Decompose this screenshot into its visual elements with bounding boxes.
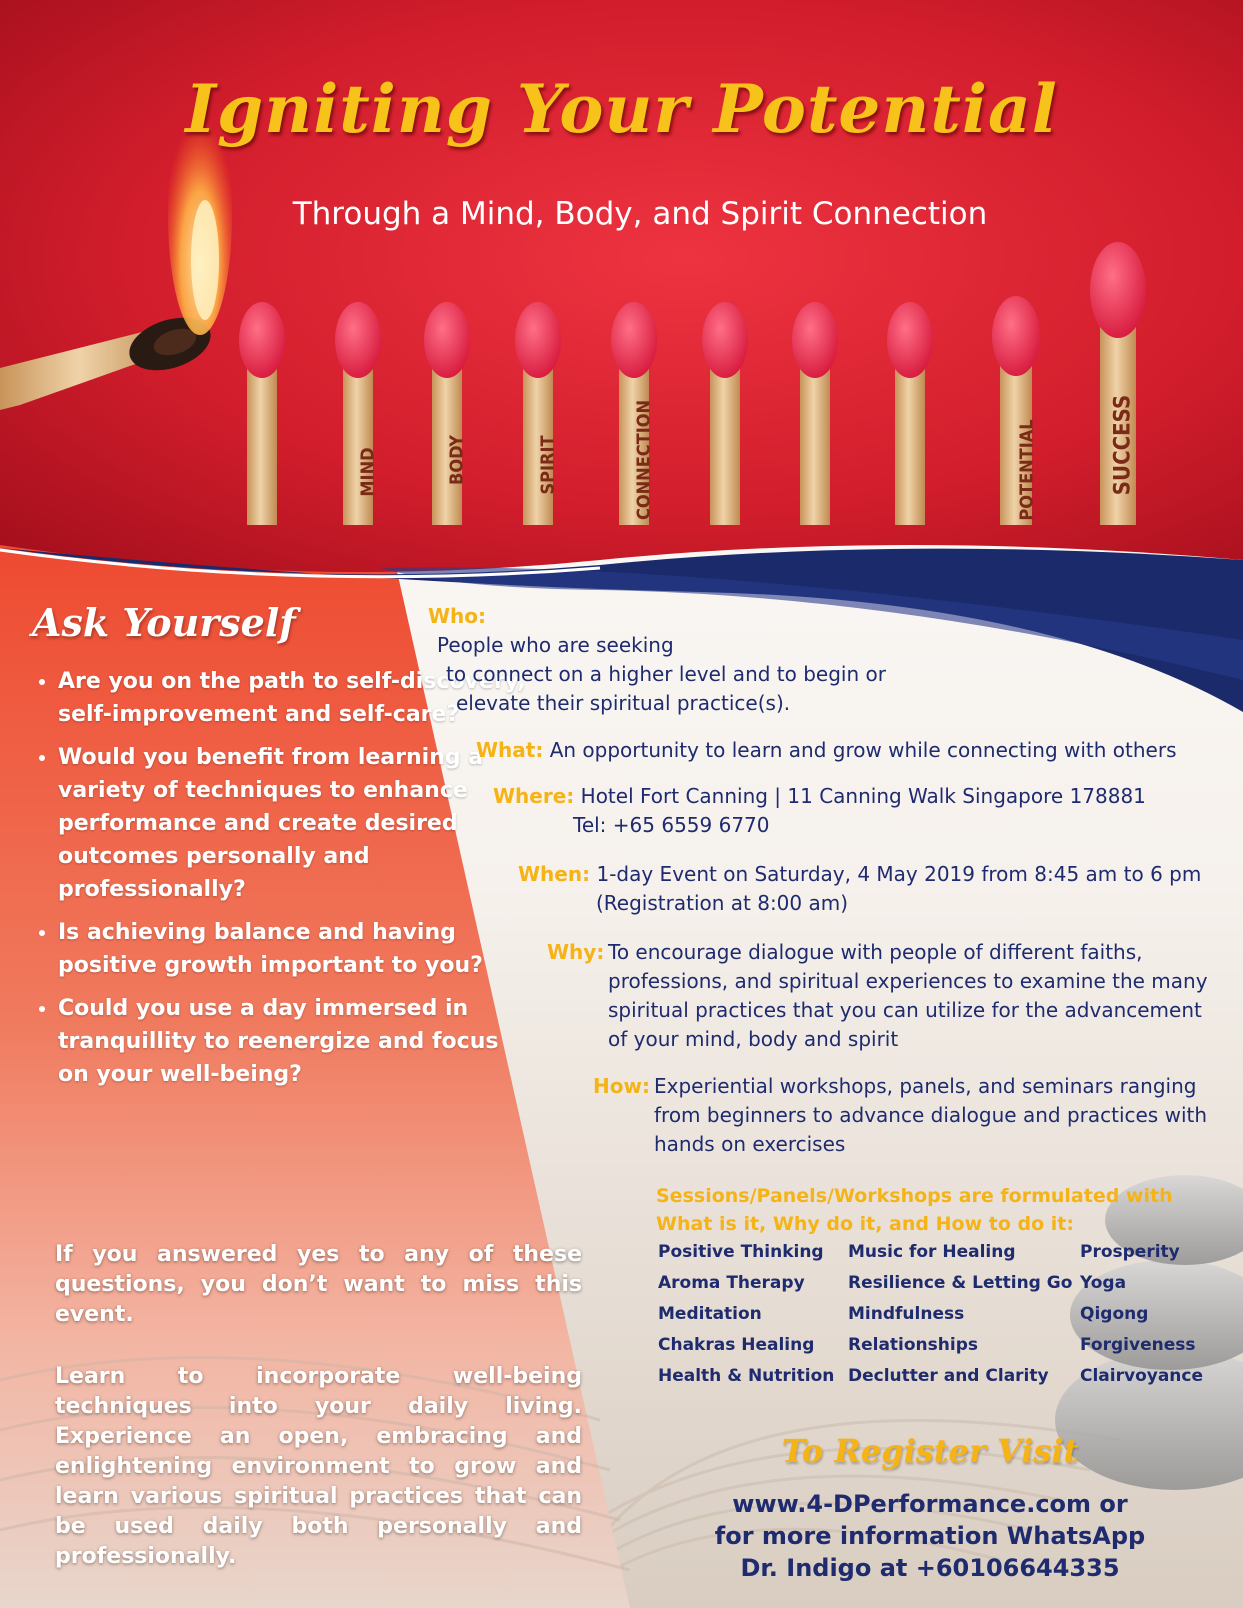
question-item: • Could you use a day immersed in tranquillity to reenergize and focus on your well-being? [58, 992, 528, 1091]
when-registration: (Registration at 8:00 am) [596, 891, 849, 915]
session-item: Prosperity [1080, 1242, 1180, 1262]
who-text-line: People who are seeking [437, 633, 674, 657]
session-item: Mindfulness [848, 1304, 965, 1324]
question-item: • Is achieving balance and having positive growth important to you? [58, 916, 528, 982]
what-label: What: [476, 738, 544, 762]
register-website-link[interactable]: www.4-DPerformance.com or [732, 1490, 1128, 1518]
when-date: 1-day Event on Saturday, 4 May 2019 from 8:45 am to 6 pm [596, 862, 1202, 886]
register-whatsapp-contact[interactable]: Dr. Indigo at +60106644335 [740, 1554, 1120, 1582]
how-label: How: [593, 1074, 650, 1098]
where-phone: Tel: +65 6559 6770 [573, 813, 770, 837]
session-item: Aroma Therapy [658, 1273, 805, 1293]
session-item: Relationships [848, 1335, 978, 1355]
session-item: Positive Thinking [658, 1242, 824, 1262]
session-item: Health & Nutrition [658, 1366, 835, 1386]
question-item: • Are you on the path to self-discovery, self-improvement and self-care? [58, 665, 528, 731]
session-item: Music for Healing [848, 1242, 1016, 1262]
who-section [428, 602, 886, 718]
flyer-subtitle: Through a Mind, Body, and Spirit Connection [292, 196, 988, 232]
what-section [476, 736, 1236, 765]
how-section [593, 1072, 1233, 1159]
sessions-column-2 [848, 1237, 1072, 1392]
session-item: Forgiveness [1080, 1335, 1196, 1355]
who-label: Who: [428, 604, 487, 628]
session-item: Qigong [1080, 1304, 1149, 1324]
matchstick-label-potential: POTENTIAL [1016, 419, 1038, 521]
sessions-heading-line: What is it, Why do it, and How to do it: [656, 1213, 1074, 1235]
session-item: Declutter and Clarity [848, 1366, 1049, 1386]
matchstick-label-mind: MIND [357, 447, 379, 497]
where-label: Where: [493, 784, 575, 808]
session-item: Meditation [658, 1304, 762, 1324]
when-section [518, 860, 1238, 918]
matchstick-label-connection: CONNECTION [633, 399, 655, 521]
description-paragraph: Learn to incorporate well-being techniques into your daily living. Experience an open, embracing and enlightening environment to grow and learn various spiritual practices that can be used daily both personally and professionally. [55, 1364, 582, 1569]
why-label: Why: [547, 940, 605, 964]
sessions-heading-line: Sessions/Panels/Workshops are formulated with [656, 1185, 1173, 1207]
flyer-title: Igniting Your Potential [185, 70, 1058, 148]
sessions-heading [656, 1182, 1196, 1238]
register-info-text: for more information WhatsApp [714, 1522, 1146, 1550]
who-text-line: elevate their spiritual practice(s). [456, 691, 791, 715]
matchstick-label-spirit: SPIRIT [537, 435, 559, 495]
when-label: When: [518, 862, 591, 886]
matchstick-label-success: SUCCESS [1110, 394, 1136, 496]
session-item: Clairvoyance [1080, 1366, 1204, 1386]
invitation-paragraph: If you answered yes to any of these questions, you don’t want to miss this event. [55, 1242, 582, 1327]
where-address: Hotel Fort Canning | 11 Canning Walk Singapore 178881 [580, 784, 1146, 808]
sessions-column-1 [658, 1237, 834, 1392]
where-section [493, 782, 1233, 840]
why-text: To encourage dialogue with people of different faiths, professions, and spiritual experiences to examine the many spiritual practices that you can utilize for the advancement of your mind, body and spirit [608, 940, 1208, 1051]
who-text-line: to connect on a higher level and to begin or [446, 662, 886, 686]
questions-list [30, 665, 528, 1101]
why-section [547, 938, 1227, 1054]
session-item: Resilience & Letting Go [848, 1273, 1073, 1293]
matchstick-label-body: BODY [446, 435, 468, 485]
session-item: Chakras Healing [658, 1335, 815, 1355]
register-heading: To Register Visit [781, 1432, 1079, 1470]
question-item: • Would you benefit from learning a variety of techniques to enhance performance and create desired outcomes personally and professionally? [58, 741, 528, 906]
ask-yourself-heading: Ask Yourself [32, 600, 296, 645]
what-text: An opportunity to learn and grow while connecting with others [549, 738, 1177, 762]
session-item: Yoga [1080, 1273, 1127, 1293]
sessions-column-3 [1080, 1237, 1203, 1392]
how-text: Experiential workshops, panels, and seminars ranging from beginners to advance dialogue and practices with hands on exercises [654, 1074, 1208, 1156]
